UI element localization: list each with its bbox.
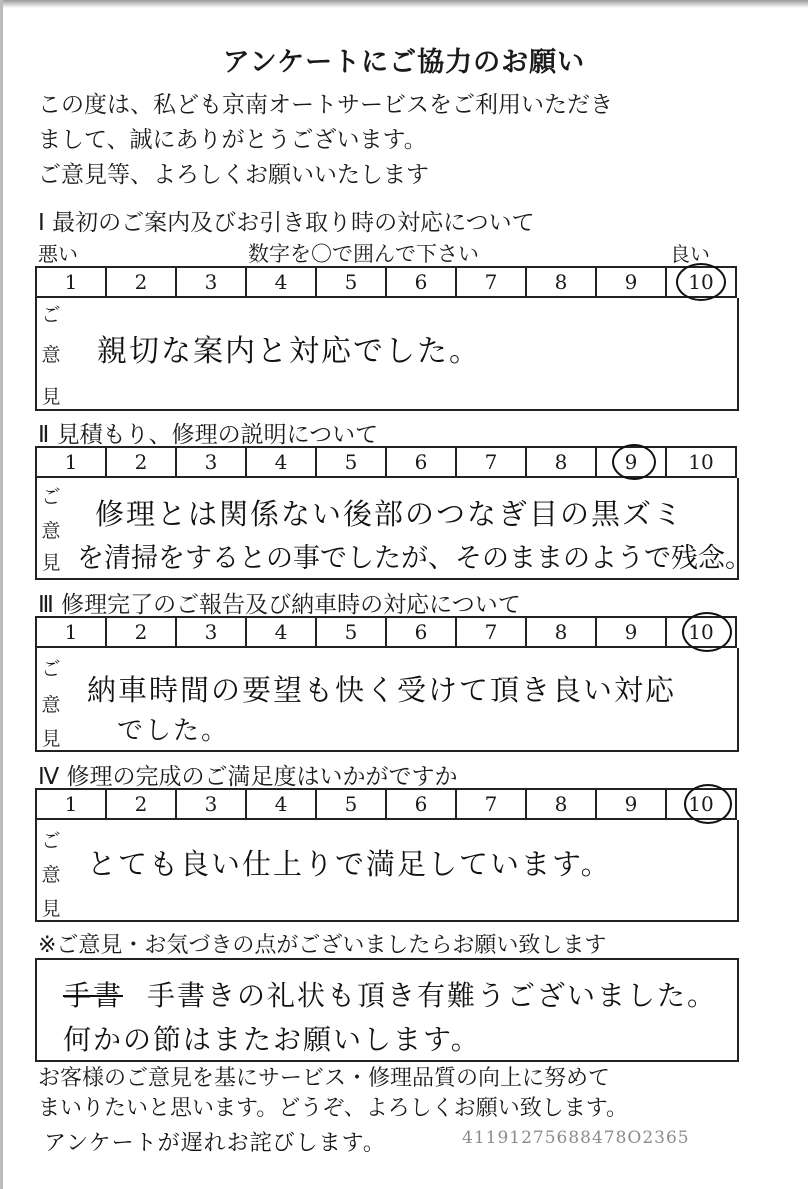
scale-4-option-1[interactable]: 1 [36, 789, 106, 819]
remarks-struck-word: 手書 [63, 979, 124, 1012]
intro-line-1: この度は、私ども京南オートサービスをご利用いただき [38, 92, 613, 118]
scan-edge [0, 0, 808, 8]
remarks-line-1: 手書きの礼状も頂き有難うございました。 [147, 979, 718, 1012]
section-4-title: Ⅳ 修理の完成のご満足度はいかがですか [38, 764, 458, 790]
handwritten-comment-4: とても良い仕上りで満足しています。 [87, 847, 612, 881]
scale-4-option-5[interactable]: 5 [316, 789, 386, 819]
rating-scale-4 [35, 788, 737, 820]
comment-label-ken: 見 [41, 898, 61, 920]
scale-1-option-7[interactable]: 7 [456, 267, 526, 297]
footer-line-2: まいりたいと思います。どうぞ、よろしくお願い致します。 [38, 1096, 629, 1121]
comment-label-go: ご [41, 658, 61, 680]
scale-1-option-4[interactable]: 4 [246, 267, 316, 297]
scale-2-option-1[interactable]: 1 [36, 447, 106, 477]
selection-circle-1 [676, 263, 726, 301]
scale-2-option-6[interactable]: 6 [386, 447, 456, 477]
scale-bad-label: 悪い [38, 242, 78, 266]
scale-1-option-8[interactable]: 8 [526, 267, 596, 297]
comment-box-4 [35, 820, 739, 922]
scale-1-option-5[interactable]: 5 [316, 267, 386, 297]
scale-4-option-7[interactable]: 7 [456, 789, 526, 819]
scale-4-option-3[interactable]: 3 [176, 789, 246, 819]
scale-3-option-2[interactable]: 2 [106, 617, 176, 647]
rating-scale-1 [35, 266, 737, 298]
scale-1-option-6[interactable]: 6 [386, 267, 456, 297]
scale-2-option-4[interactable]: 4 [246, 447, 316, 477]
handwritten-comment-3-line-1: 納車時間の要望も快く受けて頂き良い対応 [87, 673, 677, 707]
scale-3-option-9[interactable]: 9 [596, 617, 666, 647]
scale-1-option-10[interactable]: 10 [666, 267, 736, 297]
comment-label-go: ご [41, 486, 61, 508]
survey-title: アンケートにご協力のお願い [222, 47, 586, 78]
scale-4-option-9[interactable]: 9 [596, 789, 666, 819]
scale-2-option-7[interactable]: 7 [456, 447, 526, 477]
scale-4-option-10[interactable]: 10 [666, 789, 736, 819]
comment-label-i: 意 [41, 864, 61, 886]
section-1-title: Ⅰ 最初のご案内及びお引き取り時の対応について [38, 210, 535, 236]
scale-4-option-4[interactable]: 4 [246, 789, 316, 819]
fax-id-number: 41191275688478O2365 [462, 1128, 690, 1148]
scale-3-option-4[interactable]: 4 [246, 617, 316, 647]
scale-instruction: 数字を〇で囲んで下さい [248, 242, 479, 266]
scale-2-option-5[interactable]: 5 [316, 447, 386, 477]
scale-good-label: 良い [670, 242, 710, 266]
scale-3-option-5[interactable]: 5 [316, 617, 386, 647]
remarks-box [35, 958, 739, 1062]
comment-label-go: ご [41, 304, 61, 326]
comment-label-ken: 見 [41, 552, 61, 574]
scale-3-option-6[interactable]: 6 [386, 617, 456, 647]
scale-1-option-1[interactable]: 1 [36, 267, 106, 297]
section-2-title: Ⅱ 見積もり、修理の説明について [38, 422, 379, 448]
scale-4-option-8[interactable]: 8 [526, 789, 596, 819]
selection-circle-2 [612, 444, 656, 480]
comment-label-i: 意 [41, 344, 61, 366]
scale-2-option-9[interactable]: 9 [596, 447, 666, 477]
comment-label-ken: 見 [41, 386, 61, 408]
comment-box-2 [35, 478, 752, 580]
scale-3-option-3[interactable]: 3 [176, 617, 246, 647]
scale-2-option-8[interactable]: 8 [526, 447, 596, 477]
remarks-title: ※ご意見・お気づきの点がございましたらお願い致します [38, 933, 607, 958]
scale-4-option-2[interactable]: 2 [106, 789, 176, 819]
comment-label-go: ご [41, 830, 61, 852]
footer-line-1: お客様のご意見を基にサービス・修理品質の向上に努めて [38, 1066, 611, 1091]
handwritten-comment-2-line-1: 修理とは関係ない後部のつなぎ目の黒ズミ [95, 497, 685, 531]
scan-left-edge [0, 0, 3, 1189]
scale-3-option-10[interactable]: 10 [666, 617, 736, 647]
comment-label-i: 意 [41, 694, 61, 716]
comment-label-ken: 見 [41, 728, 61, 750]
scale-3-option-1[interactable]: 1 [36, 617, 106, 647]
selection-circle-3 [682, 612, 732, 652]
scale-1-option-2[interactable]: 2 [106, 267, 176, 297]
handwritten-comment-1: 親切な案内と対応でした。 [97, 334, 481, 369]
handwritten-comment-2-line-2: を清掃をするとの事でしたが、そのままのようで残念。 [77, 543, 752, 574]
remarks-line-2: 何かの節はまたお願いします。 [63, 1023, 481, 1056]
scale-1-option-9[interactable]: 9 [596, 267, 666, 297]
scale-3-option-8[interactable]: 8 [526, 617, 596, 647]
scale-2-option-2[interactable]: 2 [106, 447, 176, 477]
scale-1-option-3[interactable]: 3 [176, 267, 246, 297]
handwritten-apology-note: アンケートが遅れお詫びします。 [44, 1131, 386, 1156]
scale-4-option-6[interactable]: 6 [386, 789, 456, 819]
rating-scale-3 [35, 616, 737, 648]
section-3-title: Ⅲ 修理完了のご報告及び納車時の対応について [38, 592, 521, 618]
selection-circle-4 [684, 784, 732, 824]
comment-label-i: 意 [41, 520, 61, 542]
intro-line-3: ご意見等、よろしくお願いいたします [38, 162, 429, 188]
scale-2-option-10[interactable]: 10 [666, 447, 736, 477]
comment-box-1 [35, 298, 739, 411]
scale-2-option-3[interactable]: 3 [176, 447, 246, 477]
scale-3-option-7[interactable]: 7 [456, 617, 526, 647]
comment-box-3 [35, 648, 739, 752]
handwritten-comment-3-line-2: でした。 [117, 716, 230, 746]
intro-line-2: まして、誠にありがとうございます。 [38, 127, 427, 153]
